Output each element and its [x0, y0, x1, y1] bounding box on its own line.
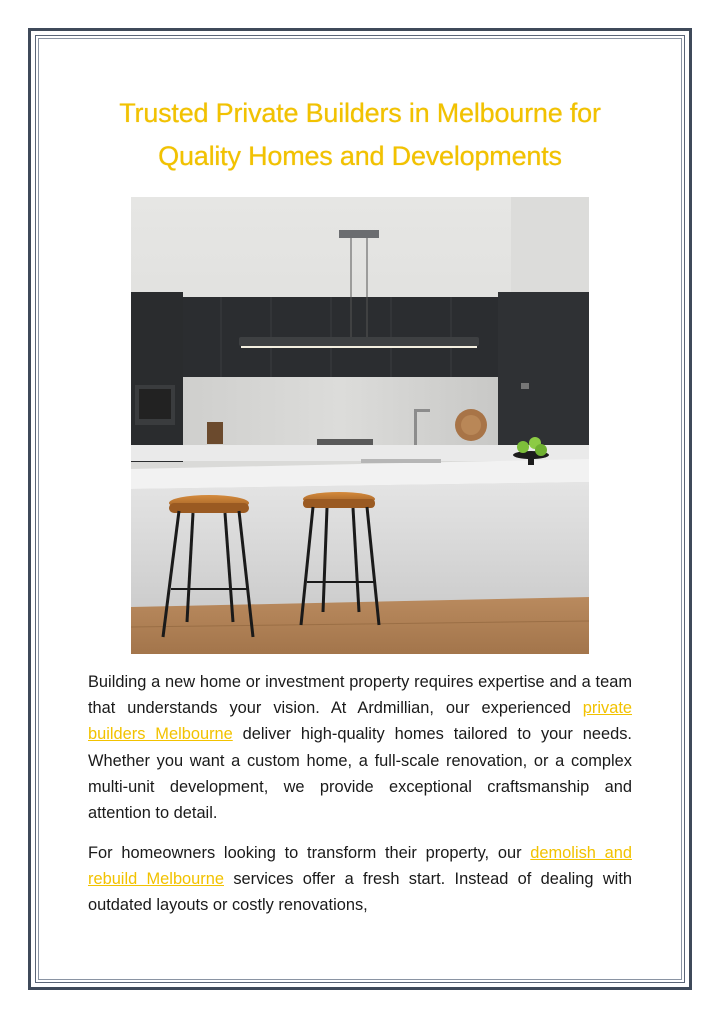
demolish-rebuild-link[interactable]: demolish and rebuild Melbourne [88, 844, 632, 889]
intro-paragraph [88, 669, 632, 826]
paragraph-2-text-after: services offer a fresh start. Instead of dealing with outdated layouts or costly renovations, [88, 870, 632, 915]
paragraph-2-text-before: For homeowners looking to transform their property, our [88, 844, 531, 862]
title-line-2: Quality Homes and Developments [158, 141, 562, 171]
demolish-rebuild-paragraph [88, 840, 632, 919]
paragraph-1-text-after: deliver high-quality homes tailored to your needs. Whether you want a custom home, a full-scale renovation, or a complex multi-unit development, we provide exceptional craftsmanship and attention to detail. [88, 725, 632, 823]
paragraph-1-text-before: Building a new home or investment property requires expertise and a team that understands your vision. At Ardmillian, our experienced [88, 673, 632, 718]
title-line-1: Trusted Private Builders in Melbourne for [119, 98, 601, 128]
page-title [60, 92, 660, 178]
private-builders-link[interactable]: private builders Melbourne [88, 699, 632, 744]
kitchen-hero-image [131, 197, 589, 654]
